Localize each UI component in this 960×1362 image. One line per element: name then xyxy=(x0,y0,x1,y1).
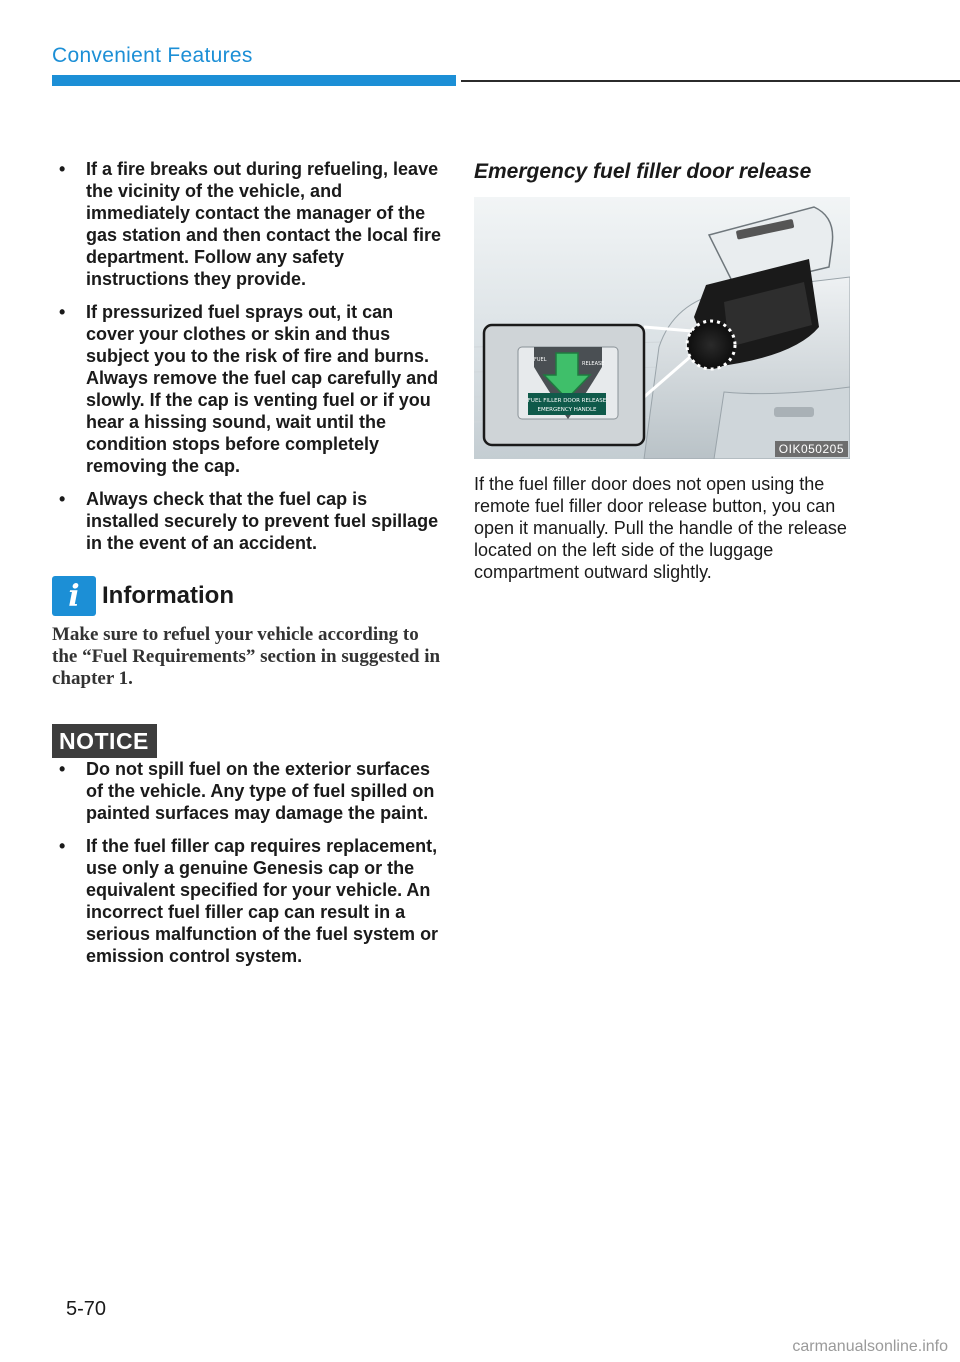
bullet-icon: • xyxy=(59,759,66,779)
bullet-icon: • xyxy=(59,302,66,322)
list-item xyxy=(52,158,442,290)
page-number: 5-70 xyxy=(66,1298,107,1320)
information-body: Make sure to refuel your vehicle according to the “Fuel Requirements” section in suggested in chapter 1. xyxy=(52,624,441,689)
figure-label-fuel: FUEL xyxy=(534,357,547,363)
list-item-text: Always check that the fuel cap is installed securely to prevent fuel spillage in the event of an accident. xyxy=(86,489,439,553)
list-item-text: If a fire breaks out during refueling, leave the vicinity of the vehicle, and immediately contact the manager of the gas station and then contact the local fire department. Follow any safety instructions they provide. xyxy=(86,159,442,289)
notice-list xyxy=(52,758,442,967)
notice-badge: NOTICE xyxy=(52,724,157,758)
list-item xyxy=(52,488,442,554)
information-title: Information xyxy=(102,582,234,609)
header-rule xyxy=(461,80,960,82)
trunk-figure xyxy=(474,197,850,459)
bullet-icon: • xyxy=(59,489,66,509)
subsection-body: If the fuel filler door does not open using the remote fuel filler door release button, you can open it manually. Pull the handle of the release located on the left side of the luggage compartment outward slightly. xyxy=(474,474,847,582)
information-header xyxy=(52,576,442,616)
figure-label-release: RELEASE xyxy=(582,361,605,367)
watermark: carmanualsonline.info xyxy=(792,1338,948,1355)
left-column xyxy=(52,158,442,978)
warning-list xyxy=(52,158,442,554)
figure-label-line1: FUEL FILLER DOOR RELEASE xyxy=(527,398,607,404)
figure-label-line2: EMERGENCY HANDLE xyxy=(537,407,597,413)
information-icon: i xyxy=(52,576,96,616)
header-accent-bar xyxy=(52,75,456,86)
section-title: Convenient Features xyxy=(52,44,253,67)
list-item-text: Do not spill fuel on the exterior surfaces of the vehicle. Any type of fuel spilled on painted surfaces may damage the paint. xyxy=(86,759,435,823)
list-item xyxy=(52,301,442,477)
figure-code: OIK050205 xyxy=(775,441,848,457)
list-item xyxy=(52,835,442,967)
bullet-icon: • xyxy=(59,836,66,856)
right-column xyxy=(474,160,852,583)
trunk-illustration xyxy=(474,197,850,459)
subsection-heading: Emergency fuel filler door release xyxy=(474,160,812,183)
list-item-text: If pressurized fuel sprays out, it can cover your clothes or skin and thus subject you to the risk of fire and burns. Always remove the fuel cap carefully and slowly. If the cap is venting fuel or if you hear a hissing sound, wait until the condition stops before completely removing the cap. xyxy=(86,302,439,476)
list-item-text: If the fuel filler cap requires replacement, use only a genuine Genesis cap or the equivalent specified for your vehicle. An incorrect fuel filler cap can result in a serious malfunction of the fuel system or emission control system. xyxy=(86,836,439,966)
list-item xyxy=(52,758,442,824)
bullet-icon: • xyxy=(59,159,66,179)
